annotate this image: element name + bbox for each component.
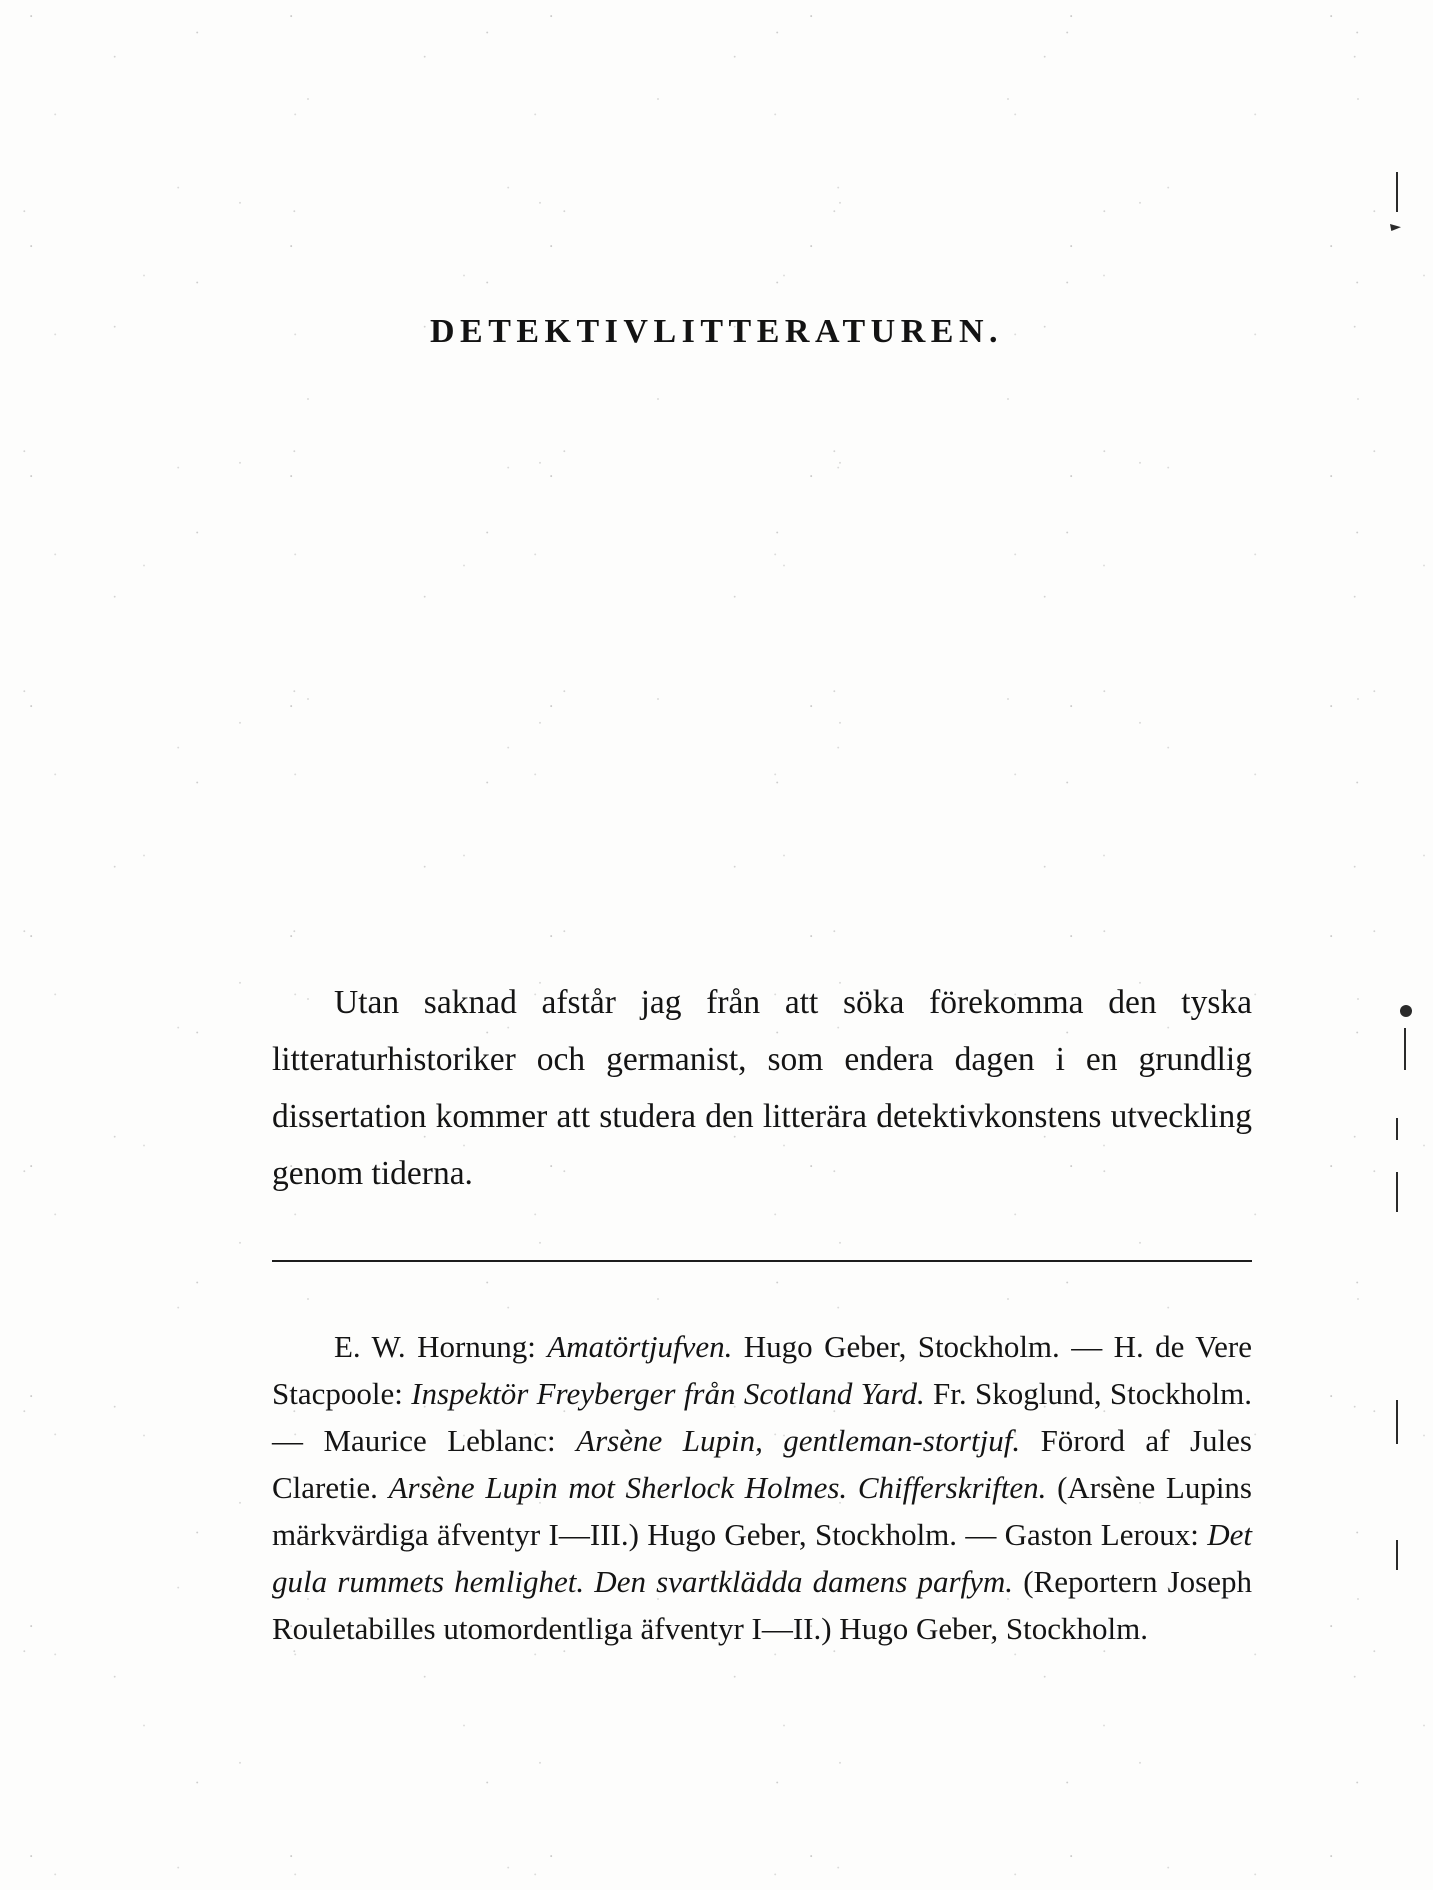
footnote-segment-5: Arsène Lupin, gentleman-stortjuf. bbox=[576, 1423, 1021, 1458]
footnote-segment-7: Arsène Lupin mot Sherlock Holmes. Chifferskriften. bbox=[388, 1470, 1047, 1505]
margin-mark-tick-3 bbox=[1396, 1118, 1398, 1140]
footnote-segment-8: (Arsène Lupins märkvärdiga äfventyr I—III.) Hugo Geber, Stockholm. — Gaston Leroux: bbox=[272, 1470, 1252, 1552]
footnote-segment-6: Förord af Jules Claretie. bbox=[272, 1423, 1252, 1505]
footnote-text bbox=[272, 1329, 1252, 1646]
lead-paragraph-text: Utan saknad afstår jag från att söka förekomma den tyska litteraturhistoriker och germanist, som endera dagen i en grundlig dissertation kommer att studera den litterära detektivkonstens utveckling genom tiderna. bbox=[272, 983, 1252, 1192]
page-title: DETEKTIVLITTERATUREN. bbox=[429, 312, 1004, 350]
margin-mark-tick-5 bbox=[1396, 1400, 1398, 1444]
footnote-segment-3: Inspektör Freyberger från Scotland Yard. bbox=[411, 1376, 925, 1411]
margin-mark-dot bbox=[1400, 1005, 1412, 1017]
footnote-segment-4: Fr. Skoglund, Stockholm. — Maurice Leblanc: bbox=[272, 1376, 1253, 1458]
margin-mark-tick-1 bbox=[1396, 172, 1398, 212]
footnote-segment-10: (Reportern Joseph Rouletabilles utomordentliga äfventyr I—II.) Hugo Geber, Stockholm. bbox=[272, 1564, 1252, 1646]
lead-paragraph bbox=[272, 974, 1252, 1202]
margin-mark-arrow bbox=[1390, 224, 1401, 231]
footnote-segment-9: Det gula rummets hemlighet. Den svartklädda damens parfym. bbox=[272, 1517, 1252, 1599]
margin-mark-tick-6 bbox=[1396, 1540, 1398, 1570]
margin-mark-tick-2 bbox=[1404, 1028, 1406, 1070]
footnote-segment-0: E. W. Hornung: bbox=[334, 1329, 548, 1364]
footnote-divider bbox=[272, 1260, 1252, 1262]
margin-mark-tick-4 bbox=[1396, 1172, 1398, 1212]
footnote-segment-2: Hugo Geber, Stockholm. — H. de Vere Stacpoole: bbox=[272, 1329, 1252, 1411]
footnote-segment-1: Amatörtjufven. bbox=[547, 1329, 733, 1364]
footnote-block bbox=[272, 1323, 1252, 1652]
